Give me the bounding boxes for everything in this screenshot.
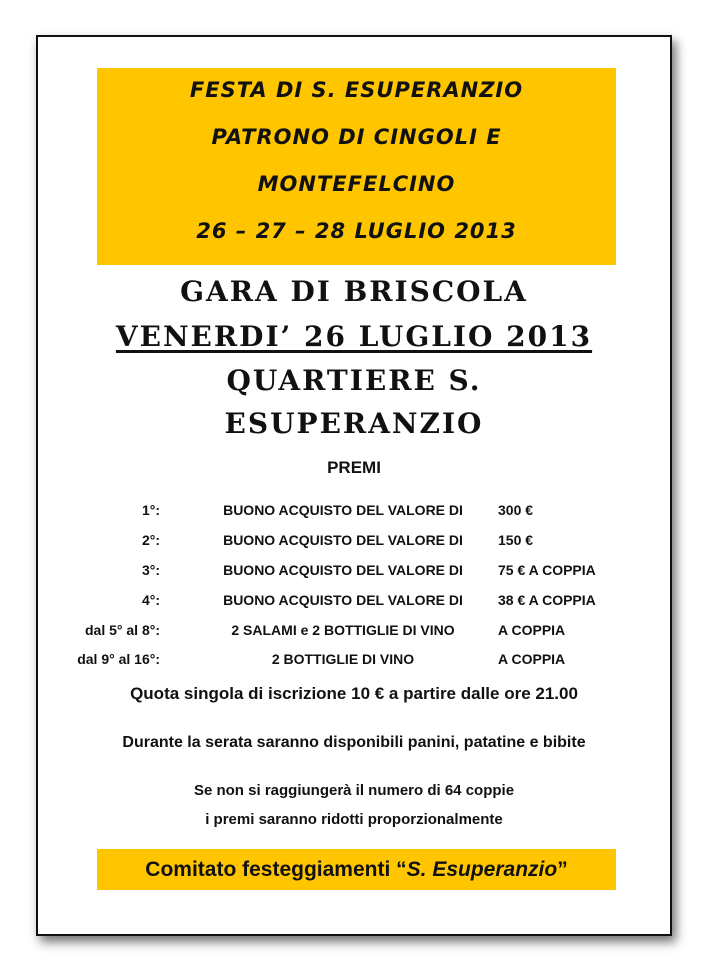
prize-value: 38 € A COPPIA (498, 592, 596, 608)
prize-place: 1°: (141, 502, 160, 518)
header-line-1: FESTA DI S. ESUPERANZIO (189, 78, 524, 102)
prize-desc: 2 BOTTIGLIE DI VINO (271, 651, 415, 667)
couples-notice-line-2: i premi saranno ridotti proporzionalmente (205, 811, 503, 828)
event-place-line-1: QUARTIERE S. (226, 364, 482, 397)
prize-row (38, 532, 670, 556)
couples-notice-line-1: Se non si raggiungerà il numero di 64 coppie (193, 782, 515, 799)
prize-row (38, 592, 670, 616)
header-line-2: PATRONO DI CINGOLI E (211, 125, 502, 149)
committee-banner (97, 849, 616, 890)
prize-row (38, 622, 670, 646)
event-title: GARA DI BRISCOLA (180, 275, 528, 308)
prize-desc: BUONO ACQUISTO DEL VALORE DI (223, 562, 463, 578)
prize-row (38, 562, 670, 586)
registration-fee: Quota singola di iscrizione 10 € a partire dalle ore 21.00 (130, 684, 578, 703)
prize-desc: 2 SALAMI e 2 BOTTIGLIE DI VINO (231, 622, 455, 638)
prize-row (38, 502, 670, 526)
prize-value: A COPPIA (498, 651, 566, 667)
prize-row (38, 651, 670, 675)
food-notice: Durante la serata saranno disponibili panini, patatine e bibite (122, 734, 586, 751)
event-date-text: VENERDI’ 26 LUGLIO 2013 (115, 320, 593, 353)
prize-place: 2°: (141, 532, 160, 548)
committee-suffix: ” (557, 858, 568, 881)
prize-value: A COPPIA (498, 622, 566, 638)
prize-value: 300 € (498, 502, 534, 518)
prizes-title: PREMI (327, 458, 381, 477)
prize-value: 150 € (498, 532, 534, 548)
flyer-page (36, 35, 672, 936)
prize-desc: BUONO ACQUISTO DEL VALORE DI (223, 532, 463, 548)
header-banner (97, 68, 616, 265)
header-line-3: MONTEFELCINO (257, 172, 456, 196)
prize-place: 4°: (141, 592, 160, 608)
prize-place: dal 5° al 8°: (84, 622, 160, 638)
prize-desc: BUONO ACQUISTO DEL VALORE DI (223, 502, 463, 518)
prize-value: 75 € A COPPIA (498, 562, 596, 578)
event-date (38, 320, 670, 353)
committee-prefix: Comitato festeggiamenti “ (145, 858, 407, 881)
committee-name: S. Esuperanzio (406, 858, 558, 881)
prize-place: 3°: (141, 562, 160, 578)
prize-desc: BUONO ACQUISTO DEL VALORE DI (223, 592, 463, 608)
prize-place: dal 9° al 16°: (77, 651, 160, 667)
header-dates: 26 – 27 – 28 LUGLIO 2013 (196, 219, 517, 243)
event-place-line-2: ESUPERANZIO (224, 407, 484, 440)
